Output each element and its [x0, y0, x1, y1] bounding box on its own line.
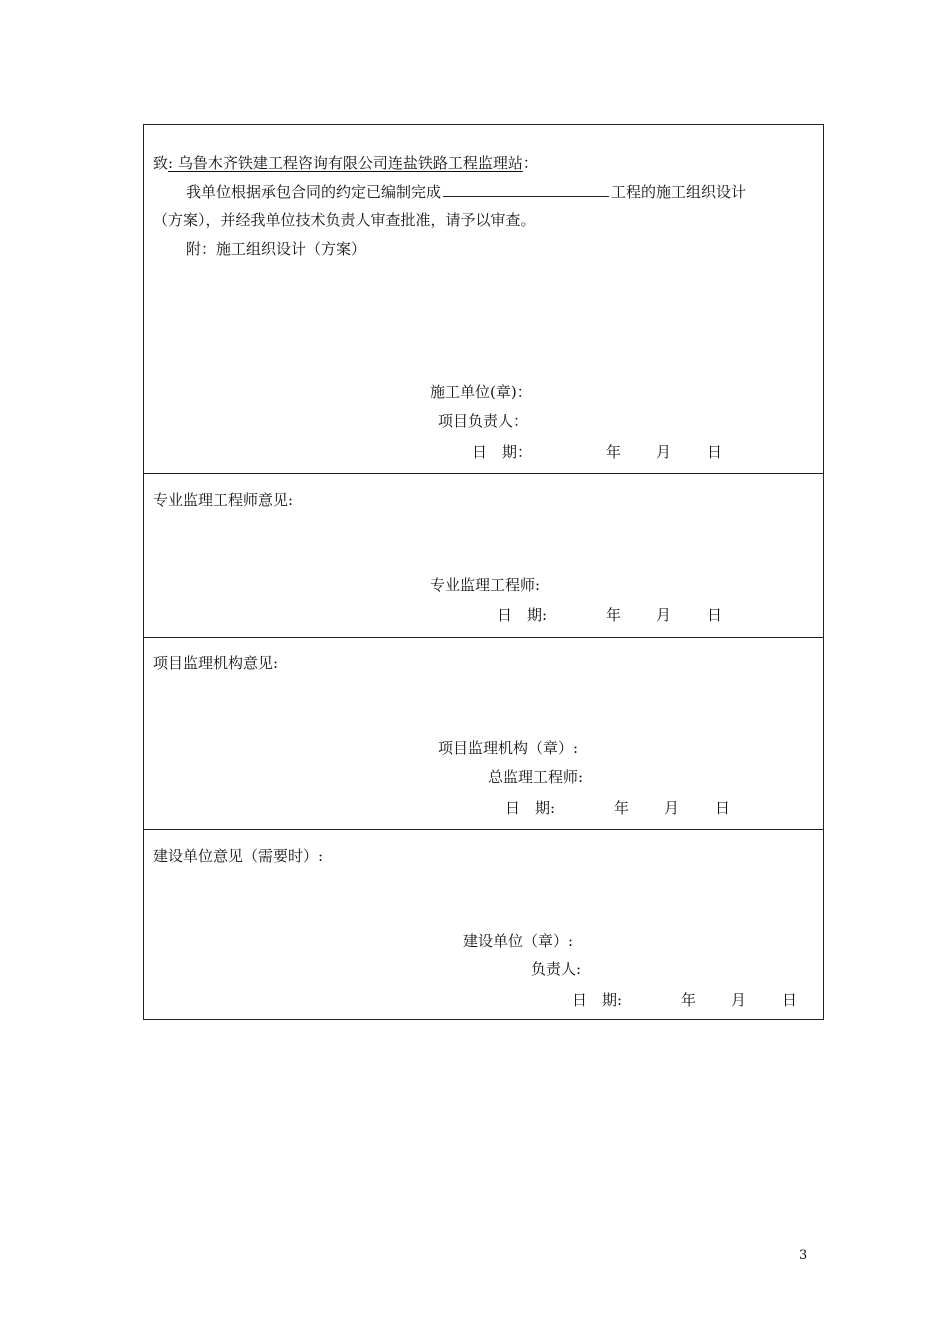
recipient-prefix: 致 [153, 154, 169, 172]
specialist-opinion-title: 专业监理工程师意见: [153, 491, 294, 509]
month-label: 月 [731, 991, 747, 1009]
attachment-line: 附：施工组织设计（方案） [186, 240, 367, 258]
body-line-2: （方案），并经我单位技术负责人审查批准，请予以审查。 [153, 211, 536, 229]
owner-opinion-section [144, 830, 823, 1019]
owner-unit-label: 建设单位（章）: [463, 932, 574, 950]
approval-form-table [143, 124, 824, 1020]
agency-seal-label: 项目监理机构（章）: [438, 739, 579, 757]
day-label: 日 [782, 991, 798, 1009]
day-label: 日 [707, 443, 723, 461]
date-row [144, 990, 823, 1010]
recipient-suffix: ： [522, 154, 538, 172]
recipient-line [153, 153, 538, 173]
year-label: 年 [681, 991, 697, 1009]
specialist-opinion-section [144, 474, 823, 637]
year-label: 年 [614, 799, 630, 817]
project-name-blank[interactable] [443, 182, 609, 197]
day-label: 日 [715, 799, 731, 817]
owner-opinion-title: 建设单位意见（需要时）: [153, 847, 324, 865]
date-row [144, 798, 823, 818]
date-label: 日 期: [505, 799, 556, 817]
month-label: 月 [656, 606, 672, 624]
project-manager-label: 项目负责人： [438, 412, 529, 430]
date-row [144, 442, 823, 462]
page-number: 3 [799, 1248, 808, 1263]
chief-engineer-label: 总监理工程师: [488, 768, 584, 786]
date-row [144, 605, 823, 625]
agency-opinion-section [144, 638, 823, 829]
body-line-1-end: 工程的施工组织设计 [611, 183, 747, 201]
construction-unit-label: 施工单位(章)： [430, 383, 532, 401]
month-label: 月 [656, 443, 672, 461]
body-line-1 [186, 182, 746, 202]
owner-person-label: 负责人: [531, 960, 582, 978]
date-label: 日 期： [472, 443, 533, 461]
submission-section [144, 125, 823, 473]
year-label: 年 [606, 606, 622, 624]
date-label: 日 期: [572, 991, 623, 1009]
specialist-engineer-label: 专业监理工程师: [430, 576, 541, 594]
date-label: 日 期: [497, 606, 548, 624]
body-line-1-start: 我单位根据承包合同的约定已编制完成 [186, 183, 442, 201]
day-label: 日 [707, 606, 723, 624]
agency-opinion-title: 项目监理机构意见: [153, 654, 279, 672]
year-label: 年 [606, 443, 622, 461]
month-label: 月 [664, 799, 680, 817]
recipient-name: : 乌鲁木齐铁建工程咨询有限公司连盐铁路工程监理站 [168, 154, 523, 172]
